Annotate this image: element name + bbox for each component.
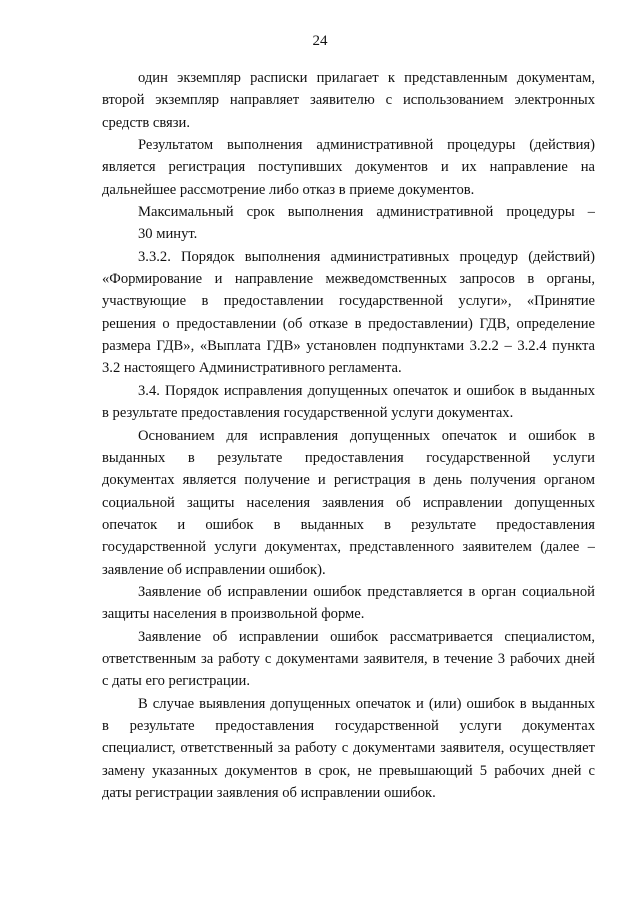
text-line: Основанием для исправления допущенных опечаток и ошибок в — [138, 427, 595, 444]
text-line: Заявление об исправлении ошибок представляется в орган социальной — [138, 583, 595, 600]
text-line: документах является получение и регистрация в день получения органом — [102, 472, 595, 489]
paragraph — [102, 246, 595, 380]
text-line: является регистрация поступивших документов и их направление на — [102, 159, 595, 176]
text-line: даты регистрации заявления об исправлении ошибок. — [102, 785, 436, 801]
text-line: в результате предоставления государственной услуги документах — [102, 717, 595, 734]
text-line: выданных в результате предоставления государственной услуги — [102, 449, 595, 466]
paragraph — [102, 134, 595, 201]
document-body — [102, 67, 595, 804]
text-line: 3.2 настоящего Административного регламента. — [102, 360, 402, 377]
text-line: Результатом выполнения административной процедуры (действия) — [138, 137, 595, 154]
paragraph — [102, 693, 595, 805]
text-line: ответственным за работу с документами заявителя, в течение 3 рабочих дней — [102, 650, 595, 667]
paragraph — [102, 380, 595, 425]
paragraph — [102, 425, 595, 581]
text-line: защиты населения в произвольной форме. — [102, 606, 365, 623]
text-line: средств связи. — [102, 114, 190, 131]
paragraph — [102, 626, 595, 693]
text-line: специалист, ответственный за работу с документами заявителя, осуществляет — [102, 740, 595, 757]
text-line: государственной услуги документах, представленного заявителем (далее – — [102, 539, 595, 556]
text-line: Максимальный срок выполнения административной процедуры – — [138, 204, 595, 221]
page-number: 24 — [312, 33, 328, 49]
text-line: 3.4. Порядок исправления допущенных опечаток и ошибок в выданных — [138, 382, 595, 399]
text-line: В случае выявления допущенных опечаток и (или) ошибок в выданных — [138, 695, 595, 712]
text-line: с даты его регистрации. — [102, 673, 250, 690]
paragraph — [102, 201, 595, 246]
text-line: социальной защиты населения заявления об исправлении допущенных — [102, 494, 595, 511]
text-line: решения о предоставлении (об отказе в предоставлении) ГДВ, определение — [102, 315, 595, 332]
text-line: дальнейшее рассмотрение либо отказ в приеме документов. — [102, 181, 475, 198]
text-line: участвующие в предоставлении государственной услуги», «Принятие — [102, 293, 595, 310]
text-line: Заявление об исправлении ошибок рассматривается специалистом, — [138, 628, 595, 645]
text-line: размера ГДВ», «Выплата ГДВ» установлен подпунктами 3.2.2 – 3.2.4 пункта — [102, 338, 595, 355]
paragraph — [102, 581, 595, 626]
text-line: «Формирование и направление межведомственных запросов в органы, — [102, 271, 595, 288]
text-line: один экземпляр расписки прилагает к представленным документам, — [138, 70, 595, 86]
text-line: 3.3.2. Порядок выполнения административных процедур (действий) — [138, 248, 595, 265]
text-line: замену указанных документов в срок, не превышающий 5 рабочих дней с — [102, 762, 595, 779]
text-line: второй экземпляр направляет заявителю с использованием электронных — [102, 92, 595, 109]
text-line: заявление об исправлении ошибок). — [102, 561, 326, 578]
text-line: опечаток и ошибок в выданных в результате предоставления — [102, 516, 595, 533]
paragraph — [102, 67, 595, 134]
text-line: в результате предоставления государственной услуги документах. — [102, 405, 514, 422]
text-line: 30 минут. — [138, 226, 198, 243]
